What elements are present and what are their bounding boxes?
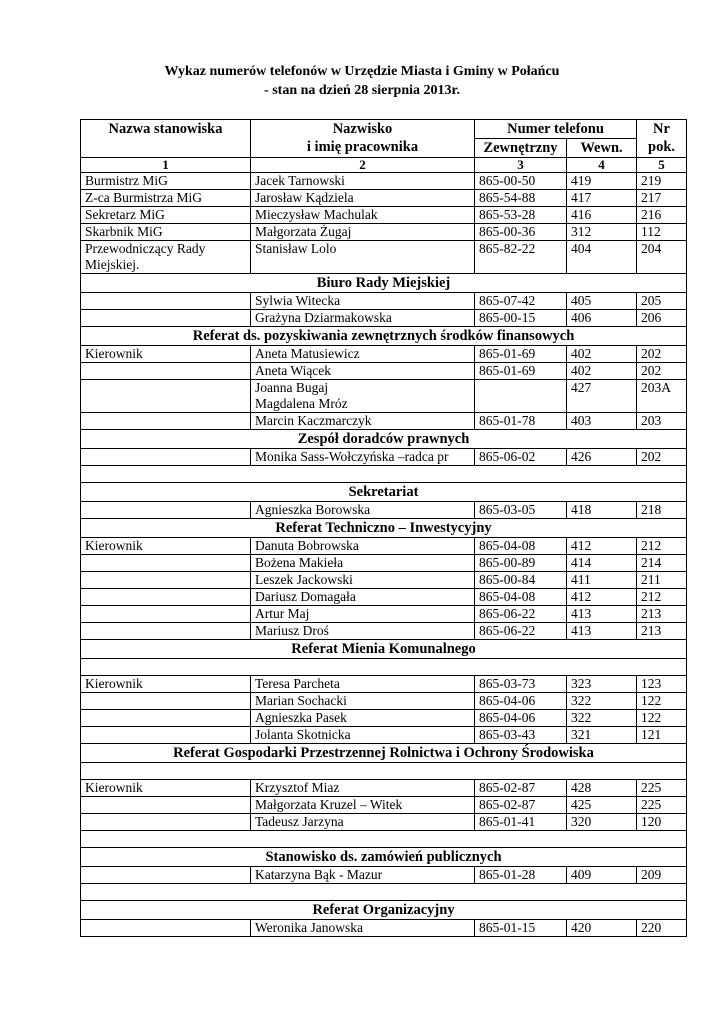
- cell-room: 219: [637, 173, 687, 190]
- cell-position: Kierownik: [81, 538, 251, 555]
- table-row: [81, 797, 687, 814]
- cell-room: 202: [637, 346, 687, 363]
- cell-internal: 428: [567, 780, 637, 797]
- cell-position: [81, 727, 251, 744]
- cell-internal: 312: [567, 224, 637, 241]
- table-row: [81, 293, 687, 310]
- section-row: [81, 901, 687, 920]
- section-row: [81, 430, 687, 449]
- cell-internal: 412: [567, 538, 637, 555]
- cell-room: 203A: [637, 380, 687, 413]
- cell-room: 217: [637, 190, 687, 207]
- table-row: [81, 606, 687, 623]
- table-row: [81, 346, 687, 363]
- cell-position: [81, 814, 251, 831]
- cell-position: [81, 606, 251, 623]
- cell-internal: 406: [567, 310, 637, 327]
- cell-position: Kierownik: [81, 346, 251, 363]
- section-row: [81, 274, 687, 293]
- cell-internal: 427: [567, 380, 637, 413]
- cell-internal: 414: [567, 555, 637, 572]
- cell-internal: 413: [567, 606, 637, 623]
- section-row: [81, 744, 687, 763]
- cell-external: 865-82-22: [475, 241, 567, 274]
- cell-name: Krzysztof Miaz: [251, 780, 475, 797]
- table-row: [81, 380, 687, 413]
- section-title: Referat Mienia Komunalnego: [81, 640, 687, 659]
- cell-name: Marcin Kaczmarczyk: [251, 413, 475, 430]
- cell-room: 214: [637, 555, 687, 572]
- cell-internal: 403: [567, 413, 637, 430]
- cell-name: Małgorzata Kruzel – Witek: [251, 797, 475, 814]
- cell-position: [81, 797, 251, 814]
- cell-position: Skarbnik MiG: [81, 224, 251, 241]
- cell-external: 865-01-41: [475, 814, 567, 831]
- cell-room: 122: [637, 710, 687, 727]
- cell-internal: 405: [567, 293, 637, 310]
- cell-name: Jacek Tarnowski: [251, 173, 475, 190]
- cell-external: 865-00-36: [475, 224, 567, 241]
- table-body: [81, 173, 687, 937]
- cell-name: Monika Sass-Wołczyńska –radca pr: [251, 449, 475, 466]
- cell-external: 865-03-05: [475, 502, 567, 519]
- column-number: 4: [567, 158, 637, 173]
- cell-position: [81, 363, 251, 380]
- cell-position: [81, 310, 251, 327]
- header-name-line2: i imię pracownika: [306, 139, 419, 155]
- column-number: 3: [475, 158, 567, 173]
- header-external: Zewnętrzny: [475, 139, 567, 158]
- cell-external: 865-04-06: [475, 710, 567, 727]
- table-row: [81, 190, 687, 207]
- cell-external: [475, 380, 567, 413]
- cell-name: Mariusz Droś: [251, 623, 475, 640]
- table-row: [81, 207, 687, 224]
- cell-internal: 323: [567, 676, 637, 693]
- cell-internal: 420: [567, 920, 637, 937]
- cell-position: Przewodniczący Rady Miejskiej.: [81, 241, 251, 274]
- cell-external: 865-02-87: [475, 797, 567, 814]
- cell-name: Grażyna Dziarmakowska: [251, 310, 475, 327]
- cell-internal: 419: [567, 173, 637, 190]
- cell-name: Jarosław Kądziela: [251, 190, 475, 207]
- empty-cell: [81, 831, 687, 848]
- cell-external: 865-06-22: [475, 623, 567, 640]
- cell-position: [81, 623, 251, 640]
- empty-row: [81, 659, 687, 676]
- cell-room: 211: [637, 572, 687, 589]
- cell-room: 122: [637, 693, 687, 710]
- table-row: [81, 676, 687, 693]
- cell-position: [81, 920, 251, 937]
- cell-position: [81, 867, 251, 884]
- table-row: [81, 780, 687, 797]
- cell-internal: 402: [567, 346, 637, 363]
- phone-directory-table: [80, 119, 687, 937]
- column-number: 5: [637, 158, 687, 173]
- column-number: 2: [251, 158, 475, 173]
- header-room: [637, 120, 687, 158]
- cell-internal: 402: [567, 363, 637, 380]
- table-row: [81, 449, 687, 466]
- cell-name: Agnieszka Borowska: [251, 502, 475, 519]
- empty-row: [81, 884, 687, 901]
- cell-name: Weronika Janowska: [251, 920, 475, 937]
- cell-external: 865-04-08: [475, 589, 567, 606]
- table-row: [81, 814, 687, 831]
- empty-cell: [81, 763, 687, 780]
- table-row: [81, 173, 687, 190]
- cell-external: 865-01-69: [475, 363, 567, 380]
- cell-room: 121: [637, 727, 687, 744]
- cell-name: Dariusz Domagała: [251, 589, 475, 606]
- table-row: [81, 538, 687, 555]
- column-number-row: [81, 158, 687, 173]
- empty-cell: [81, 884, 687, 901]
- cell-name: Agnieszka Pasek: [251, 710, 475, 727]
- cell-position: [81, 555, 251, 572]
- cell-name: Leszek Jackowski: [251, 572, 475, 589]
- cell-external: 865-01-69: [475, 346, 567, 363]
- cell-position: Kierownik: [81, 780, 251, 797]
- cell-name: Aneta Wiącek: [251, 363, 475, 380]
- cell-internal: 322: [567, 710, 637, 727]
- table-row: [81, 555, 687, 572]
- cell-external: 865-01-28: [475, 867, 567, 884]
- cell-room: 212: [637, 589, 687, 606]
- cell-internal: 416: [567, 207, 637, 224]
- cell-room: 123: [637, 676, 687, 693]
- cell-external: 865-53-28: [475, 207, 567, 224]
- table-row: [81, 572, 687, 589]
- section-title: Biuro Rady Miejskiej: [81, 274, 687, 293]
- cell-name: Aneta Matusiewicz: [251, 346, 475, 363]
- cell-internal: 426: [567, 449, 637, 466]
- cell-position: Z-ca Burmistrza MiG: [81, 190, 251, 207]
- title-line-1: Wykaz numerów telefonów w Urzędzie Miasta i Gminy w Połańcu: [164, 64, 560, 79]
- cell-internal: 411: [567, 572, 637, 589]
- cell-room: 213: [637, 606, 687, 623]
- cell-room: 112: [637, 224, 687, 241]
- section-title: Referat Techniczno – Inwestycyjny: [81, 519, 687, 538]
- cell-name: Jolanta Skotnicka: [251, 727, 475, 744]
- table-row: [81, 589, 687, 606]
- cell-internal: 320: [567, 814, 637, 831]
- cell-room: 204: [637, 241, 687, 274]
- empty-row: [81, 466, 687, 483]
- table-row: [81, 727, 687, 744]
- empty-cell: [81, 466, 687, 483]
- cell-name: Bożena Makieła: [251, 555, 475, 572]
- cell-position: [81, 413, 251, 430]
- cell-room: 206: [637, 310, 687, 327]
- header-name: [251, 120, 475, 158]
- cell-external: 865-06-02: [475, 449, 567, 466]
- section-title: Zespół doradców prawnych: [81, 430, 687, 449]
- empty-row: [81, 763, 687, 780]
- cell-room: 120: [637, 814, 687, 831]
- cell-name: Małgorzata Żugaj: [251, 224, 475, 241]
- cell-room: 225: [637, 797, 687, 814]
- header-name-line1: Nazwisko: [332, 121, 393, 137]
- cell-room: 213: [637, 623, 687, 640]
- table-row: [81, 867, 687, 884]
- table-row: [81, 693, 687, 710]
- section-title: Referat Gospodarki Przestrzennej Rolnictwa i Ochrony Środowiska: [81, 744, 687, 763]
- empty-row: [81, 831, 687, 848]
- cell-external: 865-02-87: [475, 780, 567, 797]
- cell-internal: 425: [567, 797, 637, 814]
- cell-external: 865-04-06: [475, 693, 567, 710]
- cell-internal: 322: [567, 693, 637, 710]
- cell-external: 865-03-73: [475, 676, 567, 693]
- cell-internal: 404: [567, 241, 637, 274]
- section-title: Stanowisko ds. zamówień publicznych: [81, 848, 687, 867]
- cell-external: 865-00-15: [475, 310, 567, 327]
- cell-room: 216: [637, 207, 687, 224]
- cell-name: Sylwia Witecka: [251, 293, 475, 310]
- table-row: [81, 623, 687, 640]
- cell-room: 202: [637, 363, 687, 380]
- cell-position: [81, 589, 251, 606]
- table-row: [81, 413, 687, 430]
- cell-name: Danuta Bobrowska: [251, 538, 475, 555]
- cell-internal: 418: [567, 502, 637, 519]
- header-room-line2: pok.: [648, 139, 676, 155]
- cell-position: [81, 572, 251, 589]
- cell-room: 225: [637, 780, 687, 797]
- section-row: [81, 327, 687, 346]
- table-row: [81, 363, 687, 380]
- title-line-2: - stan na dzień 28 sierpnia 2013r.: [264, 83, 460, 98]
- column-number: 1: [81, 158, 251, 173]
- cell-name: Marian Sochacki: [251, 693, 475, 710]
- table-row: [81, 310, 687, 327]
- header-position: Nazwa stanowiska: [81, 120, 251, 158]
- section-row: [81, 848, 687, 867]
- header-phone: Numer telefonu: [475, 120, 637, 139]
- cell-room: 212: [637, 538, 687, 555]
- cell-room: 203: [637, 413, 687, 430]
- table-row: [81, 920, 687, 937]
- cell-position: Sekretarz MiG: [81, 207, 251, 224]
- cell-room: 202: [637, 449, 687, 466]
- header-row: [81, 120, 687, 139]
- cell-room: 220: [637, 920, 687, 937]
- header-room-line1: Nr: [653, 121, 670, 137]
- cell-room: 205: [637, 293, 687, 310]
- cell-external: 865-00-50: [475, 173, 567, 190]
- section-title: Sekretariat: [81, 483, 687, 502]
- cell-position: [81, 693, 251, 710]
- cell-external: 865-01-15: [475, 920, 567, 937]
- cell-name: Mieczysław Machulak: [251, 207, 475, 224]
- cell-external: 865-07-42: [475, 293, 567, 310]
- cell-position: [81, 380, 251, 413]
- cell-room: 209: [637, 867, 687, 884]
- cell-internal: 321: [567, 727, 637, 744]
- empty-cell: [81, 659, 687, 676]
- cell-name: Stanisław Lolo: [251, 241, 475, 274]
- cell-external: 865-04-08: [475, 538, 567, 555]
- section-row: [81, 483, 687, 502]
- section-title: Referat ds. pozyskiwania zewnętrznych środków finansowych: [81, 327, 687, 346]
- cell-name: Teresa Parcheta: [251, 676, 475, 693]
- cell-position: Burmistrz MiG: [81, 173, 251, 190]
- cell-position: Kierownik: [81, 676, 251, 693]
- cell-external: 865-00-84: [475, 572, 567, 589]
- cell-position: [81, 449, 251, 466]
- cell-name: Tadeusz Jarzyna: [251, 814, 475, 831]
- document-title: [0, 62, 724, 100]
- section-row: [81, 519, 687, 538]
- cell-internal: 413: [567, 623, 637, 640]
- cell-external: 865-00-89: [475, 555, 567, 572]
- cell-name: Katarzyna Bąk - Mazur: [251, 867, 475, 884]
- cell-external: 865-01-78: [475, 413, 567, 430]
- cell-external: 865-54-88: [475, 190, 567, 207]
- table-row: [81, 224, 687, 241]
- cell-room: 218: [637, 502, 687, 519]
- cell-external: 865-06-22: [475, 606, 567, 623]
- cell-internal: 409: [567, 867, 637, 884]
- cell-name: Joanna Bugaj Magdalena Mróz: [251, 380, 475, 413]
- cell-position: [81, 710, 251, 727]
- cell-position: [81, 502, 251, 519]
- table-row: [81, 502, 687, 519]
- header-internal: Wewn.: [567, 139, 637, 158]
- cell-name: Artur Maj: [251, 606, 475, 623]
- cell-internal: 417: [567, 190, 637, 207]
- table-row: [81, 241, 687, 274]
- cell-internal: 412: [567, 589, 637, 606]
- cell-external: 865-03-43: [475, 727, 567, 744]
- section-title: Referat Organizacyjny: [81, 901, 687, 920]
- cell-position: [81, 293, 251, 310]
- section-row: [81, 640, 687, 659]
- table-row: [81, 710, 687, 727]
